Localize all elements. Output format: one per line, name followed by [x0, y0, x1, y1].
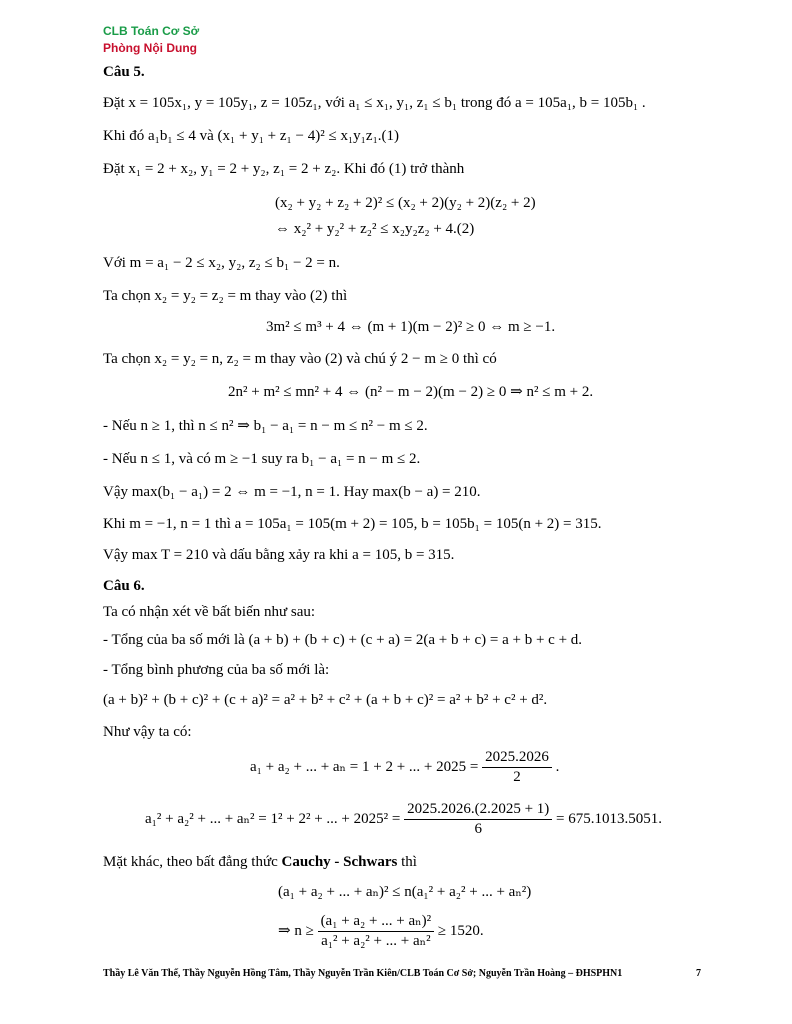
q5-line-8: - Nếu n ≤ 1, và có m ≥ −1 suy ra b₁ − a₁ = n − m ≤ 2.	[103, 451, 421, 467]
q5-equation-1: (x₂ + y₂ + z₂ + 2)² ≤ (x₂ + 2)(y₂ + 2)(z₂ + 2)	[275, 195, 536, 211]
q5-title: Câu 5.	[103, 64, 145, 80]
q6-eq2-fraction	[404, 800, 552, 839]
q5-equation-4: 2n² + m² ≤ mn² + 4 ⇔ (n² − m − 2)(m − 2) ≥ 0 ⇒ n² ≤ m + 2.	[228, 384, 594, 400]
q6-eq1-numerator: 2025.2026	[482, 748, 552, 768]
q6-line-6-post: thì	[397, 854, 417, 870]
q6-line-6-pre: Mặt khác, theo bất đẳng thức	[103, 854, 282, 870]
q6-eq4-fraction	[318, 912, 435, 951]
q6-line-6	[103, 852, 417, 872]
q6-eq4-numerator: (a₁ + a₂ + ... + aₙ)²	[318, 912, 435, 932]
q6-line-4: (a + b)² + (b + c)² + (c + a)² = a² + b² + c² + (a + b + c)² = a² + b² + c² + d².	[103, 692, 548, 708]
q5-equation-2: ⇔ x₂² + y₂² + z₂² ≤ x₂y₂z₂ + 4.(2)	[275, 221, 475, 237]
q6-equation-1	[250, 748, 559, 787]
q5-line-3: Đặt x₁ = 2 + x₂, y₁ = 2 + y₂, z₁ = 2 + z₂. Khi đó (1) trở thành	[103, 161, 465, 177]
q6-eq2-denominator: 6	[474, 821, 482, 837]
q5-line-9: Vậy max(b₁ − a₁) = 2 ⇔ m = −1, n = 1. Hay max(b − a) = 210.	[103, 484, 481, 500]
q6-line-3: - Tổng bình phương của ba số mới là:	[103, 662, 330, 678]
footer-authors: Thầy Lê Văn Thế, Thầy Nguyễn Hồng Tâm, Thầy Nguyễn Trần Kiên/CLB Toán Cơ Sở; Nguyễn Trần Hoàng – ĐHSPHN1	[103, 968, 623, 979]
q6-equation-2	[145, 800, 662, 839]
q6-equation-4	[278, 912, 484, 951]
q5-line-1: Đặt x = 105x₁, y = 105y₁, z = 105z₁, với a₁ ≤ x₁, y₁, z₁ ≤ b₁ trong đó a = 105a₁, b = 105b₁ .	[103, 95, 646, 111]
q5-equation-3: 3m² ≤ m³ + 4 ⇔ (m + 1)(m − 2)² ≥ 0 ⇔ m ≥ −1.	[266, 319, 556, 335]
q6-eq4-left: ⇒ n ≥	[278, 922, 314, 939]
header-department: Phòng Nội Dung	[103, 41, 197, 55]
q5-line-10: Khi m = −1, n = 1 thì a = 105a₁ = 105(m + 2) = 105, b = 105b₁ = 105(n + 2) = 315.	[103, 516, 602, 532]
q5-line-5: Ta chọn x₂ = y₂ = z₂ = m thay vào (2) thì	[103, 288, 348, 304]
q5-line-4: Với m = a₁ − 2 ≤ x₂, y₂, z₂ ≤ b₁ − 2 = n.	[103, 255, 340, 271]
q5-line-7: - Nếu n ≥ 1, thì n ≤ n² ⇒ b₁ − a₁ = n − m ≤ n² − m ≤ 2.	[103, 418, 428, 434]
q6-eq1-right: .	[555, 758, 560, 775]
q6-line-2: - Tổng của ba số mới là (a + b) + (b + c) + (c + a) = 2(a + b + c) = a + b + c + d.	[103, 632, 583, 648]
q5-line-11: Vậy max T = 210 và dấu bằng xảy ra khi a = 105, b = 315.	[103, 547, 455, 563]
q6-eq1-denominator: 2	[513, 769, 521, 785]
q6-eq1-fraction	[482, 748, 552, 787]
q5-line-6: Ta chọn x₂ = y₂ = n, z₂ = m thay vào (2) và chú ý 2 − m ≥ 0 thì có	[103, 351, 497, 367]
q6-eq2-left: a₁² + a₂² + ... + aₙ² = 1² + 2² + ... + 2025² =	[145, 810, 401, 827]
q6-title: Câu 6.	[103, 578, 145, 594]
q6-line-5: Như vậy ta có:	[103, 724, 192, 740]
q6-equation-3: (a₁ + a₂ + ... + aₙ)² ≤ n(a₁² + a₂² + ... + aₙ²)	[278, 884, 532, 900]
q5-line-2: Khi đó a₁b₁ ≤ 4 và (x₁ + y₁ + z₁ − 4)² ≤ x₁y₁z₁.(1)	[103, 128, 400, 144]
q6-eq2-right: = 675.1013.5051.	[556, 810, 663, 827]
q6-eq4-denominator: a₁² + a₂² + ... + aₙ²	[321, 933, 431, 949]
q6-eq4-right: ≥ 1520.	[437, 922, 484, 939]
q6-eq2-numerator: 2025.2026.(2.2025 + 1)	[404, 800, 552, 820]
header-club: CLB Toán Cơ Sở	[103, 24, 200, 38]
q6-line-6-bold: Cauchy - Schwars	[281, 854, 398, 870]
page-number: 7	[696, 968, 701, 979]
q6-eq1-left: a₁ + a₂ + ... + aₙ = 1 + 2 + ... + 2025 =	[250, 758, 479, 775]
q6-line-1: Ta có nhận xét về bất biến như sau:	[103, 604, 316, 620]
